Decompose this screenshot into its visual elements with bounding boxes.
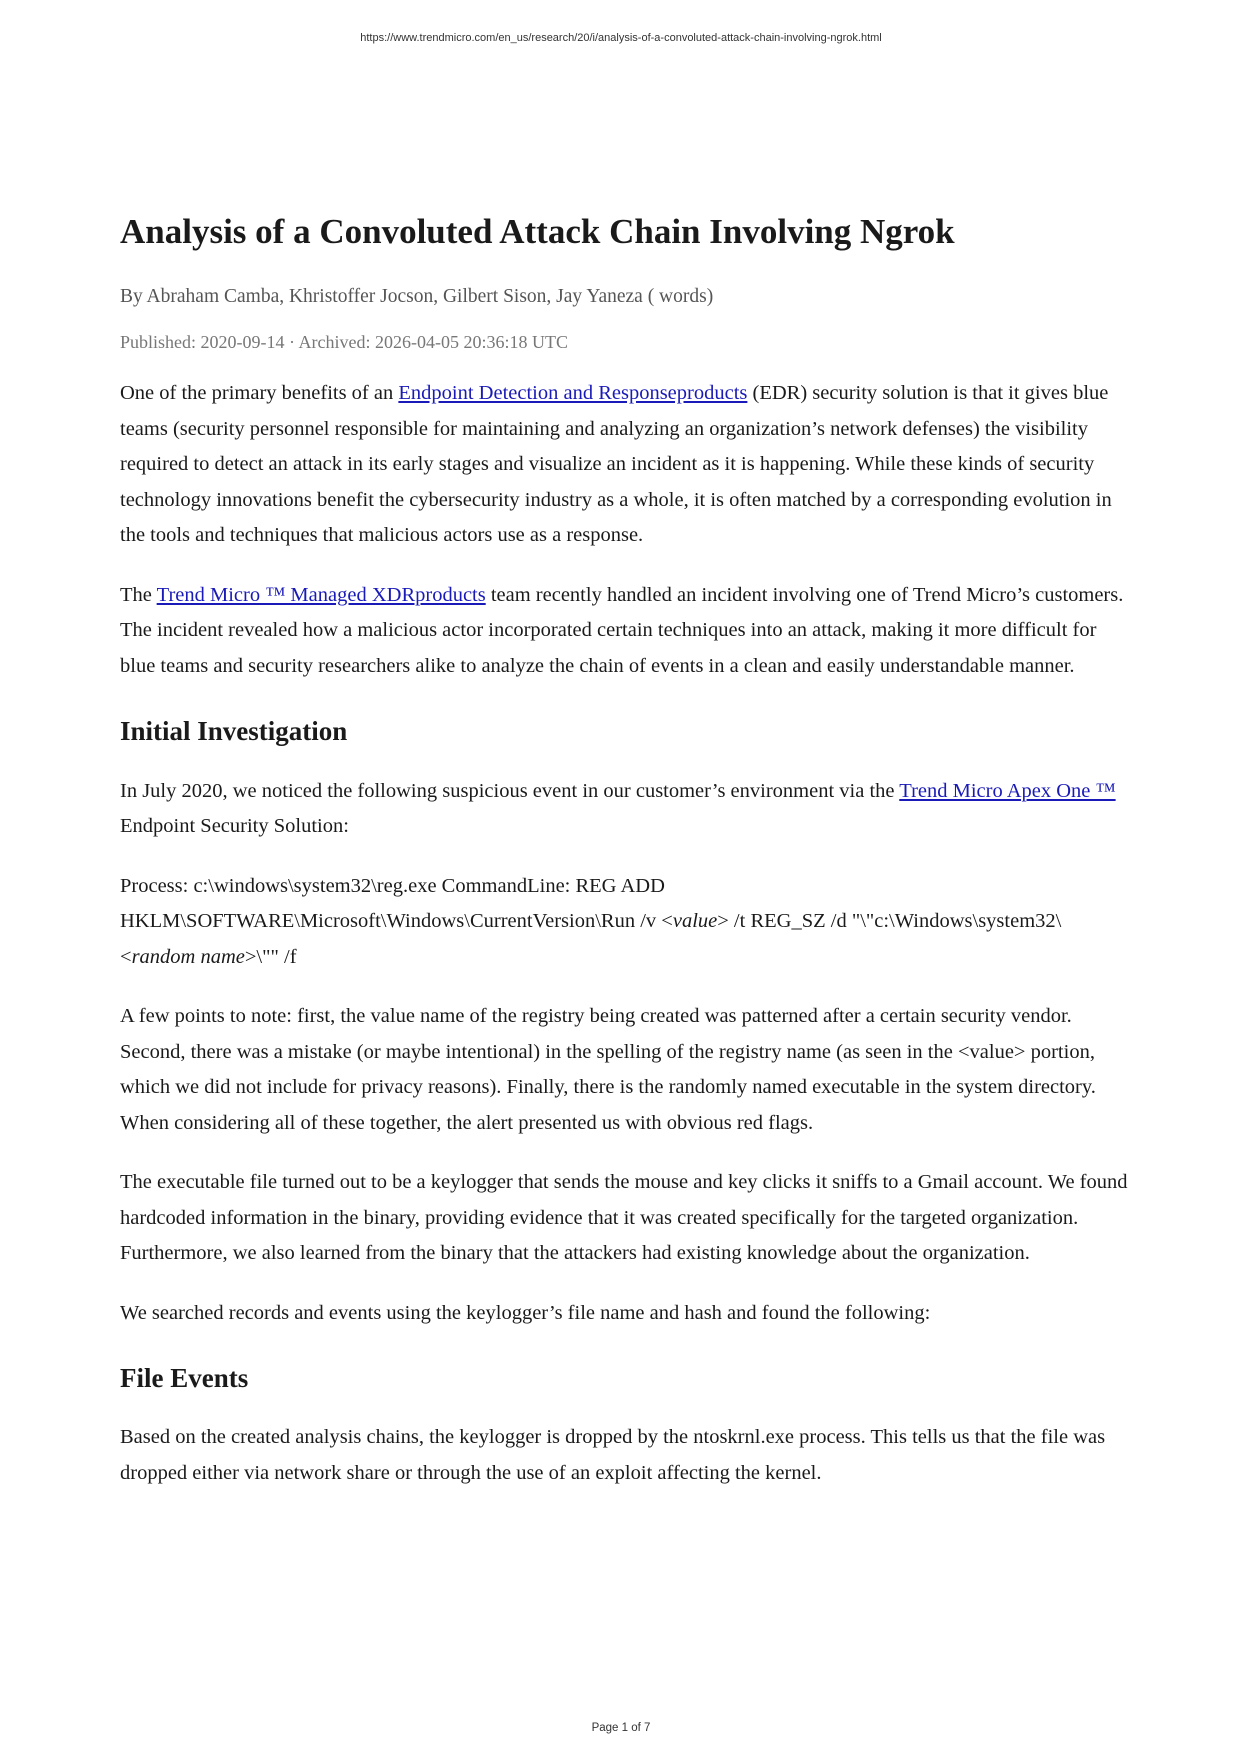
command-line-3 bbox=[120, 946, 297, 968]
publish-date: Published: 2020-09-14 · Archived: 2026-04-05 20:36:18 UTC bbox=[120, 332, 568, 353]
registry-command bbox=[120, 869, 1130, 976]
paragraph-edr-intro bbox=[120, 376, 1130, 554]
article-title: Analysis of a Convoluted Attack Chain Involving Ngrok bbox=[120, 212, 955, 251]
command-text: > /t REG_SZ /d "\"c:\Windows\system32\ bbox=[717, 910, 1062, 933]
command-text: >\"" /f bbox=[244, 945, 297, 968]
command-text: HKLM\SOFTWARE\Microsoft\Windows\CurrentVersion\Run /v < bbox=[120, 910, 673, 933]
paragraph-text: (EDR) security solution is that it gives blue teams (security personnel responsible for maintaining and analyzing an organization’s network defenses) the visibility required to detect an attack in its early stages and visualize an incident as it is happening. While these kinds of security technology innovations benefit the cybersecurity industry as a whole, it is often matched by a corresponding evolution in the tools and techniques that malicious actors use as a response. bbox=[120, 382, 1112, 547]
command-line-1: Process: c:\windows\system32\reg.exe CommandLine: REG ADD bbox=[120, 874, 665, 897]
paragraph-text: One of the primary benefits of an bbox=[120, 382, 399, 405]
paragraph-keylogger: The executable file turned out to be a keylogger that sends the mouse and key clicks it sniffs to a Gmail account. We found hardcoded information in the binary, providing evidence that it was created specifically for the targeted organization. Furthermore, we also learned from the binary that the attackers had existing knowledge about the organization. bbox=[120, 1171, 1128, 1265]
paragraph-managed-xdr bbox=[120, 578, 1130, 685]
command-text: < bbox=[120, 945, 132, 968]
command-line-2 bbox=[120, 910, 1061, 932]
edr-products-link[interactable]: Endpoint Detection and Responseproducts bbox=[398, 382, 748, 405]
page-number: Page 1 of 7 bbox=[591, 1722, 651, 1734]
command-placeholder-random-name: random name bbox=[131, 945, 245, 968]
paragraph-file-events: Based on the created analysis chains, the keylogger is dropped by the ntoskrnl.exe process. This tells us that the file was dropped either via network share or through the use of an exploit affecting the kernel. bbox=[120, 1426, 1106, 1484]
paragraph-text: Endpoint Security Solution: bbox=[120, 815, 349, 838]
command-placeholder-value: value bbox=[672, 910, 718, 933]
heading-initial-investigation: Initial Investigation bbox=[120, 716, 348, 747]
paragraph-searched-records: We searched records and events using the keylogger’s file name and hash and found the following: bbox=[120, 1301, 931, 1324]
page-url: https://www.trendmicro.com/en_us/research/20/i/analysis-of-a-convoluted-attack-chain-involving-ngrok.html bbox=[360, 32, 882, 44]
paragraph-text: The bbox=[120, 583, 157, 606]
apex-one-link[interactable]: Trend Micro Apex One ™ bbox=[899, 779, 1116, 802]
managed-xdr-link[interactable]: Trend Micro ™ Managed XDRproducts bbox=[156, 583, 486, 606]
paragraph-apex-one bbox=[120, 774, 1130, 845]
paragraph-text: In July 2020, we noticed the following suspicious event in our customer’s environment via the bbox=[120, 779, 900, 802]
heading-file-events: File Events bbox=[120, 1363, 249, 1394]
paragraph-points-to-note: A few points to note: first, the value name of the registry being created was patterned after a certain security vendor. Second, there was a mistake (or maybe intentional) in the spelling of the registry name (as seen in the <value> portion, which we did not include for privacy reasons). Finally, there is the randomly named executable in the system directory. When considering all of these together, the alert presented us with obvious red flags. bbox=[120, 1005, 1096, 1134]
article-byline: By Abraham Camba, Khristoffer Jocson, Gilbert Sison, Jay Yaneza ( words) bbox=[120, 285, 714, 307]
article-content bbox=[120, 210, 1130, 1491]
paragraph-text: team recently handled an incident involving one of Trend Micro’s customers. The incident revealed how a malicious actor incorporated certain techniques into an attack, making it more difficult for blue teams and security researchers alike to analyze the chain of events in a clean and easily understandable manner. bbox=[120, 583, 1124, 677]
